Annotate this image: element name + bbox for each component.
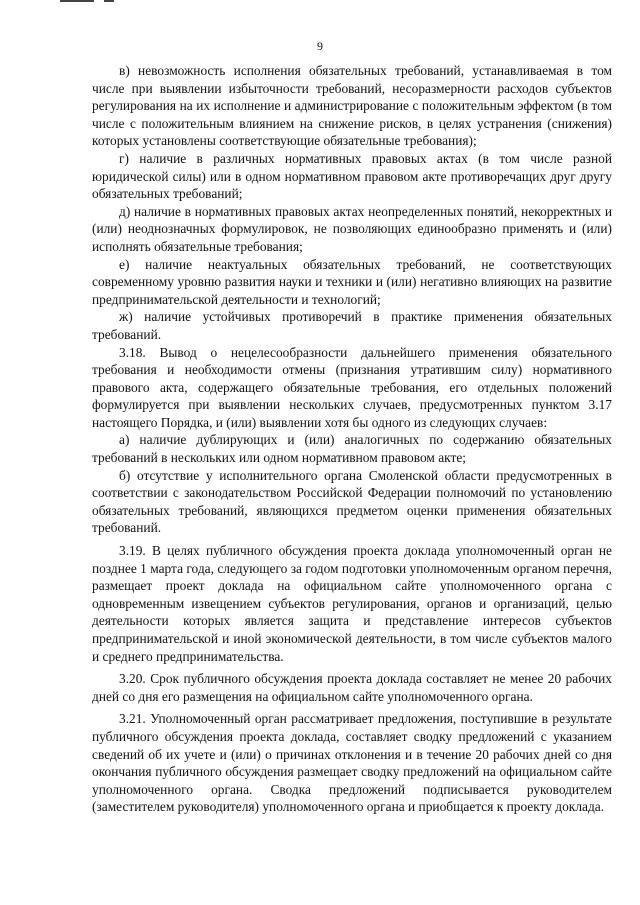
paragraph-v: в) невозможность исполнения обязательных требований, устанавливаемая в том числе при выявлении избыточности требований, несоразмерности расходов субъектов регулирования на их исполнение и администрирование с положительным эффектом (в том числе с положительным влиянием на снижение рисков, в целях устранения (снижения) которых установлены соответствующие обязательные требования); <box>92 63 612 149</box>
scan-artifact-line <box>104 0 114 2</box>
paragraph-e: е) наличие неактуальных обязательных требований, не соответствующих современному уровню развития науки и техники и (или) негативно влияющих на развитие предпринимательской деятельности и технологий; <box>92 256 612 307</box>
clause-3-21: 3.21. Уполномоченный орган рассматривает предложения, поступившие в результате публичного обсуждения проекта доклада, составляет сводку предложений с указанием сведений об их учете и (или) о причинах отклонения и в течение 20 рабочих дней со дня окончания публичного обсуждения размещает сводку предложений на официальном сайте уполномоченного органа. Сводка предложений подписывается руководителем (заместителем руководителя) уполномоченного органа и приобщается к проекту доклада. <box>92 711 612 815</box>
paragraph-a: а) наличие дублирующих и (или) аналогичных по содержанию обязательных требований в нескольких или одном нормативном правовом акте; <box>92 432 612 466</box>
paragraph-g: г) наличие в различных нормативных правовых актах (в том числе разной юридической силы) или в одном нормативном правовом акте противоречащих друг другу обязательных требований; <box>92 150 612 202</box>
paragraph-zh: ж) наличие устойчивых противоречий в практике применения обязательных требований. <box>92 309 612 342</box>
page-number: 9 <box>317 39 323 53</box>
clause-3-20: 3.20. Срок публичного обсуждения проекта доклада составляет не менее 20 рабочих дней со дня его размещения на официальном сайте уполномоченного органа. <box>92 671 612 704</box>
scan-artifact-line <box>60 0 94 2</box>
clause-3-19: 3.19. В целях публичного обсуждения проекта доклада уполномоченный орган не позднее 1 марта года, следующего за годом подготовки уполномоченным органом перечня, размещает проект доклада на официальном сайте уполномоченного органа с одновременным извещением субъектов регулирования, органов и организаций, целью деятельности которых является защита и представление интересов субъектов предпринимательской и иной экономической деятельности, в том числе субъектов малого и среднего предпринимательства. <box>92 543 612 664</box>
paragraph-b: б) отсутствие у исполнительного органа Смоленской области предусмотренных в соответствии с законодательством Российской Федерации полномочий по установлению обязательных требований, являющихся предметом оценки применения обязательных требований. <box>92 467 612 536</box>
clause-3-18: 3.18. Вывод о нецелесообразности дальнейшего применения обязательного требования и необходимости отмены (признания утратившим силу) нормативного правового акта, содержащего обязательные требования, его отдельных положений формулируется при выявлении нескольких случаев, предусмотренных пунктом 3.17 настоящего Порядка, и (или) выявлении хотя бы одного из следующих случаев: <box>92 344 612 430</box>
scan-edge <box>0 0 640 6</box>
document-body <box>92 62 612 816</box>
paragraph-d: д) наличие в нормативных правовых актах неопределенных понятий, некорректных и (или) неоднозначных формулировок, не позволяющих единообразно применять и (или) исполнять обязательные требования; <box>92 203 612 254</box>
